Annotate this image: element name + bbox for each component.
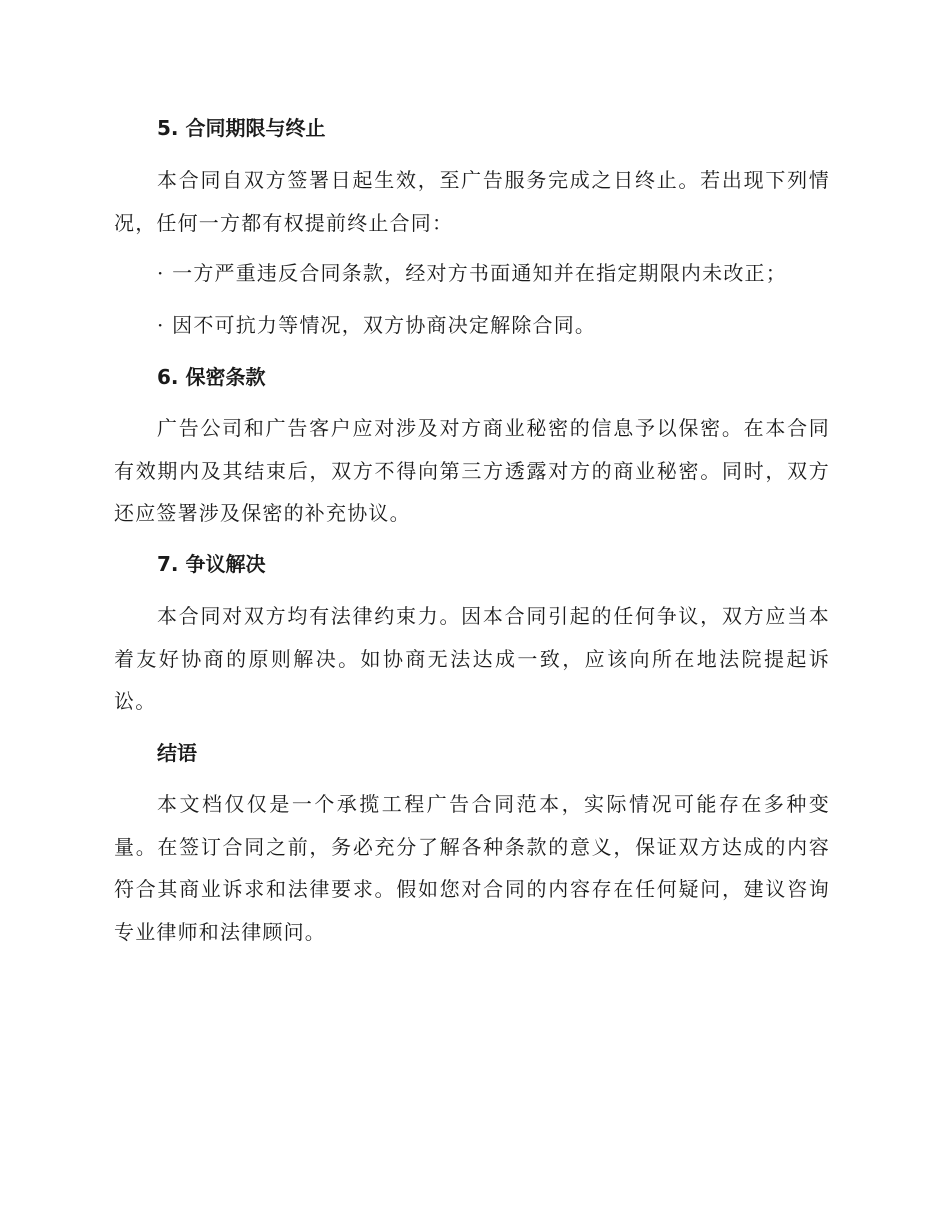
section-heading-dispute-resolution: 7. 争议解决 bbox=[157, 552, 266, 576]
bullet-item-breach: · 一方严重违反合同条款，经对方书面通知并在指定期限内未改正； bbox=[157, 261, 787, 285]
bullet-item-force-majeure: · 因不可抗力等情况，双方协商决定解除合同。 bbox=[157, 313, 597, 337]
paragraph-dispute-resolution: 本合同对双方均有法律约束力。因本合同引起的任何争议，双方应当本着友好协商的原则解决。如协商无法达成一致，应该向所在地法院提起诉讼。 bbox=[114, 604, 830, 713]
section-heading-conclusion: 结语 bbox=[157, 741, 197, 765]
paragraph-conclusion: 本文档仅仅是一个承揽工程广告合同范本，实际情况可能存在多种变量。在签订合同之前，务必充分了解各种条款的意义，保证双方达成的内容符合其商业诉求和法律要求。假如您对合同的内容存在任何疑问，建议咨询专业律师和法律顾问。 bbox=[114, 792, 830, 944]
section-heading-confidentiality: 6. 保密条款 bbox=[157, 365, 266, 389]
paragraph-confidentiality: 广告公司和广告客户应对涉及对方商业秘密的信息予以保密。在本合同有效期内及其结束后，双方不得向第三方透露对方的商业秘密。同时，双方还应签署涉及保密的补充协议。 bbox=[114, 416, 830, 525]
paragraph-term-termination: 本合同自双方签署日起生效，至广告服务完成之日终止。若出现下列情况，任何一方都有权提前终止合同： bbox=[114, 168, 830, 235]
section-heading-term-termination: 5. 合同期限与终止 bbox=[157, 116, 326, 140]
